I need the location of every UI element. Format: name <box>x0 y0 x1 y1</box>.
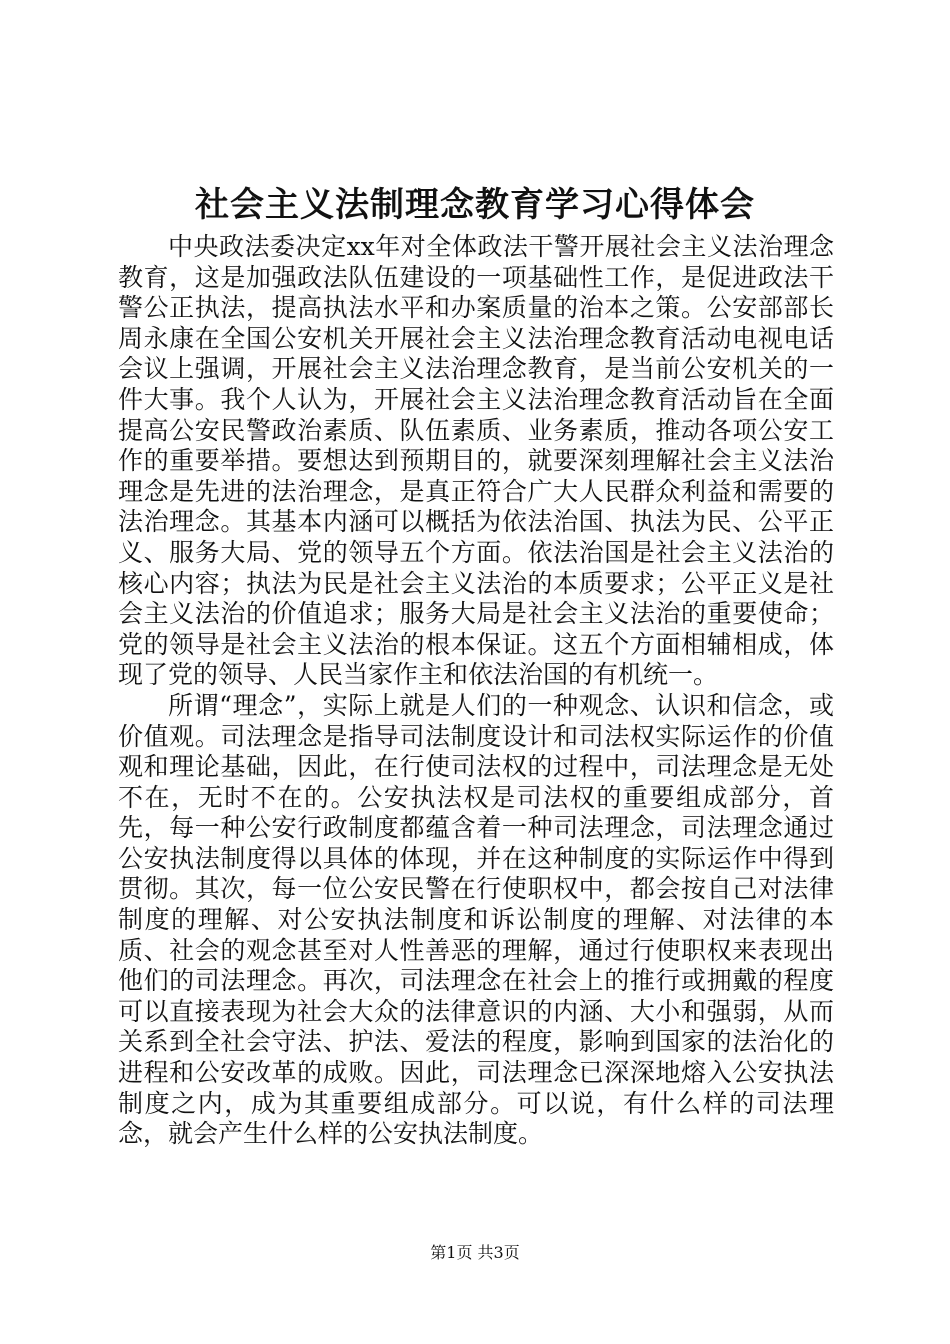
paragraph-1: 中央政法委决定xx年对全体政法干警开展社会主义法治理念教育，这是加强政法队伍建设的一项基础性工作，是促进政法干警公正执法，提高执法水平和办案质量的治本之策。公安部部长周永康在全国公安机关开展社会主义法治理念教育活动电视电话会议上强调，开展社会主义法治理念教育，是当前公安机关的一件大事。我个人认为，开展社会主义法治理念教育活动旨在全面提高公安民警政治素质、队伍素质、业务素质，推动各项公安工作的重要举措。要想达到预期目的，就要深刻理解社会主义法治理念是先进的法治理念，是真正符合广大人民群众利益和需要的法治理念。其基本内涵可以概括为依法治国、执法为民、公平正义、服务大局、党的领导五个方面。依法治国是社会主义法治的核心内容；执法为民是社会主义法治的本质要求；公平正义是社会主义法治的价值追求；服务大局是社会主义法治的重要使命；党的领导是社会主义法治的根本保证。这五个方面相辅相成，体现了党的领导、人民当家作主和依法治国的有机统一。 <box>118 232 834 690</box>
document-body <box>118 232 834 1150</box>
page-footer: 第1页 共3页 <box>430 1243 520 1262</box>
document-title: 社会主义法制理念教育学习心得体会 <box>195 185 755 225</box>
paragraph-2: 所谓“理念”，实际上就是人们的一种观念、认识和信念，或价值观。司法理念是指导司法制度设计和司法权实际运作的价值观和理论基础，因此，在行使司法权的过程中，司法理念是无处不在，无时不在的。公安执法权是司法权的重要组成部分，首先，每一种公安行政制度都蕴含着一种司法理念，司法理念通过公安执法制度得以具体的体现，并在这种制度的实际运作中得到贯彻。其次，每一位公安民警在行使职权中，都会按自己对法律制度的理解、对公安执法制度和诉讼制度的理解、对法律的本质、社会的观念甚至对人性善恶的理解，通过行使职权来表现出他们的司法理念。再次，司法理念在社会上的推行或拥戴的程度可以直接表现为社会大众的法律意识的内涵、大小和强弱，从而关系到全社会守法、护法、爱法的程度，影响到国家的法治化的进程和公安改革的成败。因此，司法理念已深深地熔入公安执法制度之内，成为其重要组成部分。可以说，有什么样的司法理念，就会产生什么样的公安执法制度。 <box>118 690 834 1149</box>
